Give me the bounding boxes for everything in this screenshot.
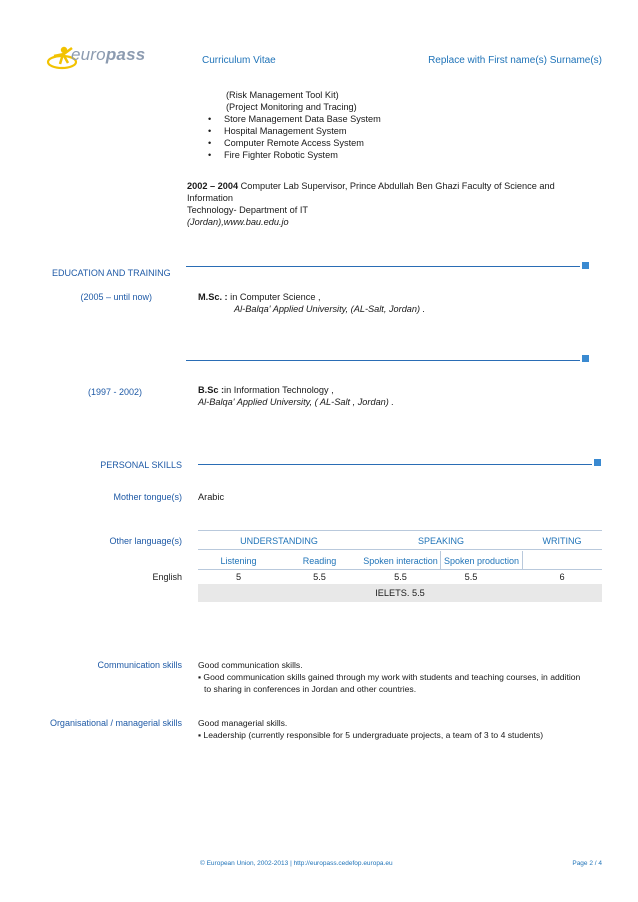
name-placeholder: Replace with First name(s) Surname(s) — [428, 55, 602, 66]
organisational-line-1: Good managerial skills. — [198, 718, 288, 728]
footer-page: Page 2 / 4 — [572, 860, 602, 867]
cell-divider — [522, 551, 523, 569]
education-dates: (2005 – until now) — [80, 292, 152, 302]
header-spoken-interaction: Spoken interaction — [363, 556, 438, 566]
mother-tongue-value: Arabic — [198, 492, 225, 502]
list-item: • Hospital Management System — [206, 125, 566, 137]
table-divider — [198, 569, 602, 570]
job-entry — [187, 180, 587, 228]
education-field: in Computer Science , — [227, 292, 321, 302]
section-rule — [198, 464, 592, 465]
education-institution: Al-Balqa' Applied University, ( AL-Salt , Jordan) . — [198, 397, 394, 407]
language-name: English — [152, 572, 182, 582]
communication-line-3: to sharing in conferences in Jordan and other countries. — [204, 684, 417, 694]
job-location: (Jordan),www.bau.edu.jo — [187, 217, 289, 227]
cell-divider — [440, 551, 441, 569]
logo-text-pass: pass — [105, 45, 146, 64]
section-rule — [186, 266, 580, 267]
education-institution: Al-Balqa' Applied University, (AL-Salt, Jordan) . — [234, 304, 426, 314]
cv-title: Curriculum Vitae — [202, 55, 276, 66]
section-marker-icon — [582, 262, 589, 269]
education-field: in Information Technology , — [224, 385, 334, 395]
header-writing: WRITING — [542, 536, 582, 546]
communication-skills-label: Communication skills — [97, 660, 182, 670]
list-item: • Store Management Data Base System — [206, 113, 566, 125]
education-degree: M.Sc. : — [198, 292, 228, 302]
education-entry — [198, 291, 578, 315]
communication-skills-text — [198, 659, 608, 695]
list-item: • Fire Fighter Robotic System — [206, 149, 566, 161]
header-reading: Reading — [302, 556, 337, 566]
logo-text-euro: euro — [71, 45, 106, 64]
header-speaking: SPEAKING — [417, 536, 464, 546]
education-entry — [198, 384, 578, 408]
header-listening: Listening — [220, 556, 257, 566]
language-spoken-production: 5.5 — [464, 572, 478, 582]
language-certificate: IELETS. 5.5 — [375, 588, 425, 598]
language-writing: 6 — [559, 572, 565, 582]
job-department: Technology- Department of IT — [187, 205, 309, 215]
organisational-skills-label: Organisational / managerial skills — [49, 718, 182, 728]
entry-marker-icon — [582, 355, 589, 362]
education-degree: B.Sc : — [198, 385, 225, 395]
language-reading: 5.5 — [313, 572, 326, 582]
language-spoken-interaction: 5.5 — [394, 572, 407, 582]
mother-tongue-label: Mother tongue(s) — [113, 492, 182, 502]
project-sub-1: (Risk Management Tool Kit) — [226, 90, 339, 100]
education-dates: (1997 - 2002) — [87, 387, 142, 397]
language-table-top-rule — [198, 530, 602, 531]
organisational-skills-text — [198, 717, 608, 741]
header-understanding: UNDERSTANDING — [240, 536, 318, 546]
header-spoken-production: Spoken production — [443, 556, 520, 566]
job-title-2: Information — [187, 193, 233, 203]
communication-line-1: Good communication skills. — [198, 660, 303, 670]
entry-rule — [186, 360, 580, 361]
table-divider — [198, 549, 602, 550]
project-sub-2: (Project Monitoring and Tracing) — [226, 102, 357, 112]
europass-logo — [44, 42, 144, 72]
job-years: 2002 – 2004 — [187, 181, 239, 191]
section-marker-icon — [594, 459, 601, 466]
communication-line-2: ▪ Good communication skills gained through my work with students and teaching courses, in addition — [198, 672, 581, 682]
list-item: • Computer Remote Access System — [206, 137, 566, 149]
section-title-education: EDUCATION AND TRAINING — [52, 268, 171, 278]
footer-copyright: © European Union, 2002-2013 | http://europass.cedefop.europa.eu — [200, 860, 393, 867]
other-languages-label: Other language(s) — [109, 536, 182, 546]
language-listening: 5 — [235, 572, 242, 582]
projects-list — [206, 113, 566, 161]
job-title: Computer Lab Supervisor, Prince Abdullah Ben Ghazi Faculty of Science and — [238, 181, 555, 191]
projects-block — [206, 89, 566, 161]
section-title-personal-skills: PERSONAL SKILLS — [100, 460, 182, 470]
organisational-line-2: ▪ Leadership (currently responsible for 5 undergraduate projects, a team of 3 to 4 students) — [198, 730, 544, 740]
